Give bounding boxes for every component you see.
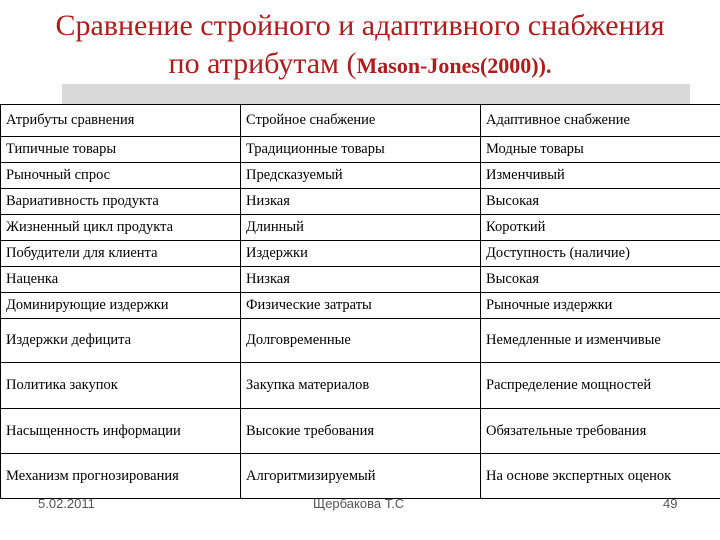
table-cell: Низкая [241, 267, 481, 293]
table-cell: Немедленные и изменчивые [481, 319, 720, 363]
table-row [1, 293, 720, 319]
table-cell: Короткий [481, 215, 720, 241]
table-cell: Высокая [481, 267, 720, 293]
table-cell: Алгоритмизируемый [241, 454, 481, 499]
table-cell: Обязательные требования [481, 409, 720, 454]
table-cell: Длинный [241, 215, 481, 241]
table-cell: Рыночные издержки [481, 293, 720, 319]
table-cell: Физические затраты [241, 293, 481, 319]
footer-page-number: 49 [663, 496, 678, 511]
table-cell: Политика закупок [1, 363, 241, 409]
table-row [1, 189, 720, 215]
table-cell: Издержки дефицита [1, 319, 241, 363]
comparison-table [0, 104, 720, 499]
table-row [1, 363, 720, 409]
title-line-2 [0, 46, 720, 84]
table-row [1, 409, 720, 454]
table-cell: Издержки [241, 241, 481, 267]
table-cell: Модные товары [481, 137, 720, 163]
header-cell: Стройное снабжение [241, 105, 481, 137]
header-cell: Адаптивное снабжение [481, 105, 720, 137]
table-row [1, 267, 720, 293]
title-line-2-main: по атрибутам ( [168, 47, 357, 80]
table-row [1, 319, 720, 363]
header-cell: Атрибуты сравнения [1, 105, 241, 137]
table-cell: Высокая [481, 189, 720, 215]
table-cell: Типичные товары [1, 137, 241, 163]
table-row [1, 163, 720, 189]
table-cell: Закупка материалов [241, 363, 481, 409]
table-row [1, 215, 720, 241]
table-cell: Вариативность продукта [1, 189, 241, 215]
table-row [1, 137, 720, 163]
footer-author: Щербакова Т.С [313, 496, 405, 511]
footer-date: 5.02.2011 [38, 496, 95, 511]
table-cell: Традиционные товары [241, 137, 481, 163]
table-cell: Распределение мощностей [481, 363, 720, 409]
table-cell: Доступность (наличие) [481, 241, 720, 267]
table-row [1, 454, 720, 499]
table-cell: На основе экспертных оценок [481, 454, 720, 499]
table-header-row [1, 105, 720, 137]
table-cell: Механизм прогнозирования [1, 454, 241, 499]
table-cell: Наценка [1, 267, 241, 293]
header-shade-bar [62, 84, 690, 104]
title-source: Mason-Jones(2000)). [356, 53, 552, 78]
table-cell: Высокие требования [241, 409, 481, 454]
table-row [1, 241, 720, 267]
table-cell: Низкая [241, 189, 481, 215]
table-cell: Предсказуемый [241, 163, 481, 189]
table-cell: Жизненный цикл продукта [1, 215, 241, 241]
table-cell: Побудители для клиента [1, 241, 241, 267]
table-cell: Рыночный спрос [1, 163, 241, 189]
title-line-1: Сравнение стройного и адаптивного снабжения [55, 9, 665, 42]
table-cell: Изменчивый [481, 163, 720, 189]
table-cell: Доминирующие издержки [1, 293, 241, 319]
table-cell: Долговременные [241, 319, 481, 363]
table-cell: Насыщенность информации [1, 409, 241, 454]
